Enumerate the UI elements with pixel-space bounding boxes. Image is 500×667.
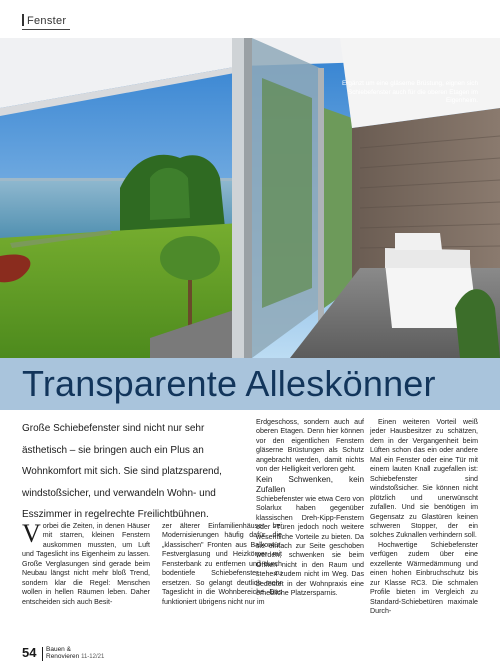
intro-text: Große Schiebefenster sind nicht nur sehr ästhetisch – sie bringen auch ein Plus an Wohnkomfort mit sich. Sie sind platzsparend, windstoßsicher, und verwandeln Wohn- und Esszimmer in regelrechte Freilichtbühnen. [22, 423, 222, 520]
section-label [22, 14, 66, 27]
article-title: Transparente Alleskönner [22, 363, 436, 404]
body-text-col4-b: Hochwertige Schiebefenster verfügen zudem über eine exzellente Wärmedämmung und einen hohen Einbruchschutz bis zur Klasse RC3. Die schmalen Profile bieten im Vergleich zu Standard-Schiebetüren maximale Durch- [370, 540, 478, 616]
magazine-name-line1: Bauen & [46, 646, 71, 653]
subheading: Kein Schwenken, kein Zufallen [256, 474, 364, 494]
body-column-1 [22, 519, 150, 607]
section-marker [22, 14, 24, 26]
photo-caption: Ergänzt um eine gläserne Brüstung, eignen sich Schiebefenster auch für die oberen Etagen im Eigenheim. [341, 80, 478, 105]
magazine-name [46, 646, 104, 661]
body-text-col3-b: Schiebefenster wie etwa Cero von Solarlux haben gegenüber klassischen Dreh-Kipp-Fenstern oder -Türen jedoch noch weitere wesentliche Vorteile zu bieten. Da sie einfach zur Seite geschoben werden, schwenken sie beim Öffnen nicht in den Raum und stehen zudem nicht im Weg. Das bedeutet in der Wohnpraxis eine erhebliche Platzersparnis. [256, 494, 364, 598]
page-number: 54 [22, 645, 37, 660]
issue-number: 11-12/21 [81, 654, 105, 660]
body-text-col4-a: Einen weiteren Vorteil weiß jeder Hausbesitzer zu schätzen, dem in der Vergangenheit beim Lüften schon das ein oder andere Mal ein Fenster oder eine Tür mit einem lauten Knall zugefallen ist: Schiebefenster sind windstoßsicher. Sie können nicht plötzlich und unerwünscht zufallen. Und sie benötigen im Gegensatz zu Glastüren keinen schweren Stopper, der ein solches Zuknallen verhindern soll. [370, 418, 478, 540]
drop-cap: V [22, 519, 41, 548]
body-column-4 [370, 418, 478, 617]
section-rule [22, 29, 70, 30]
footer-divider [42, 647, 43, 661]
section-label-text: Fenster [27, 15, 67, 27]
body-text-col3-a: Erdgeschoss, sondern auch auf oberen Etagen. Denn hier können vor den eigentlichen Fenstern gläserne Brüstungen als Schutz angebracht werden, damit nichts von der Helligkeit verloren geht. [256, 418, 364, 474]
body-column-3 [256, 418, 364, 599]
body-text-col2: zer älterer Einfamilienhäuser bei Modernisierungen häufig dafür, die „klassischen" Fronten aus Balkontür, Festverglasung und Heizkörper mit Fensterbank zu entfernen und durch bodentiefe Schiebefenster zu ersetzen. So gelangt deutlich mehr Tageslicht in die Wohnbereiche. Das funktioniert übrigens nicht nur im [162, 522, 282, 606]
magazine-name-line2: Renovieren [46, 653, 80, 660]
hero-photo [0, 38, 500, 358]
body-text-col1: orbei die Zeiten, in denen Häuser mit starren, kleinen Fenstern auskommen mussten, um Luft und Tageslicht ins Eigenheim zu lassen. Große Verglasungen sind gerade beim Neubau längst nicht mehr bloß Trend, sondern klar die Regel: Menschen wollen in hellen Räumen leben. Daher entscheiden sich auch Besit- [22, 522, 150, 606]
